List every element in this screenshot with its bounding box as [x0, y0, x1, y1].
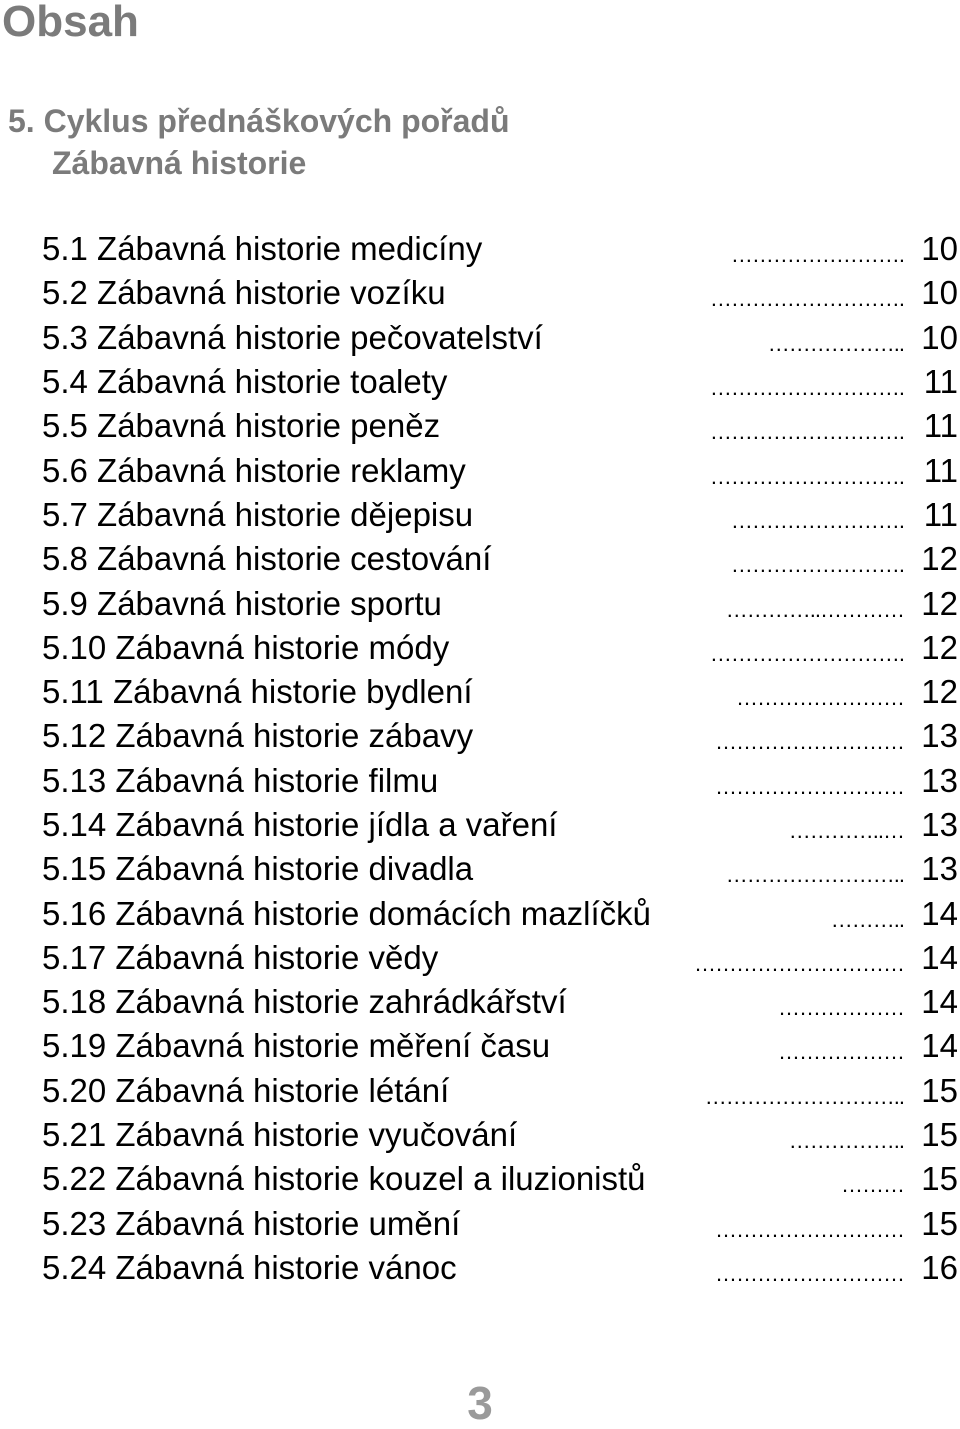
- toc-entry-page: 14: [921, 983, 958, 1021]
- toc-entry-label: 5.6 Zábavná historie reklamy: [42, 451, 466, 489]
- toc-entry-page: 15: [921, 1071, 958, 1109]
- toc-entry-label: 5.19 Zábavná historie měření času: [42, 1027, 551, 1065]
- toc-entry-label: 5.7 Zábavná historie dějepisu: [42, 495, 474, 533]
- toc-entry-leader: ……………………….: [709, 286, 904, 312]
- toc-entry-leader: ………………………..: [704, 1083, 904, 1109]
- toc-entry[interactable]: [42, 316, 958, 360]
- toc-entry-leader: ………………………: [715, 1216, 904, 1242]
- toc-entry-leader: ………………: [778, 995, 904, 1021]
- toc-entry-label: 5.12 Zábavná historie zábavy: [42, 717, 474, 755]
- toc-entry-leader: ………………………: [715, 1260, 904, 1286]
- toc-entry-page: 10: [921, 318, 958, 356]
- toc-entry-leader: ……………..: [788, 1128, 904, 1154]
- toc-entry-page: 12: [921, 584, 958, 622]
- toc-entry-page: 14: [921, 1027, 958, 1065]
- toc-entry-leader: ………………..: [767, 330, 904, 356]
- toc-entry-label: 5.18 Zábavná historie zahrádkářství: [42, 983, 567, 1021]
- toc-entry[interactable]: [42, 759, 958, 803]
- toc-entry[interactable]: [42, 847, 958, 891]
- toc-entry[interactable]: [42, 1024, 958, 1068]
- page-title: Obsah: [2, 0, 139, 46]
- toc-entry-page: 14: [921, 938, 958, 976]
- toc-entry-label: 5.10 Zábavná historie módy: [42, 628, 450, 666]
- toc-entry-leader: ………: [841, 1172, 904, 1198]
- toc-entry[interactable]: [42, 1113, 958, 1157]
- toc-entry-label: 5.14 Zábavná historie jídla a vaření: [42, 806, 558, 843]
- toc-entry-label: 5.3 Zábavná historie pečovatelství: [42, 318, 543, 356]
- toc-entry-page: 12: [921, 540, 958, 578]
- toc-entry-label: 5.21 Zábavná historie vyučování: [42, 1116, 518, 1154]
- toc-entry-leader: ………………: [778, 1039, 904, 1065]
- toc-entry-label: 5.5 Zábavná historie peněz: [42, 407, 441, 445]
- toc-entry[interactable]: [42, 714, 958, 758]
- toc-entry-leader: ……………………….: [709, 640, 904, 666]
- toc-entry-page: 15: [921, 1116, 958, 1154]
- toc-entry-page: 12: [921, 628, 958, 666]
- toc-entry-label: 5.13 Zábavná historie filmu: [42, 761, 439, 799]
- toc-entry[interactable]: [42, 581, 958, 625]
- toc-entry-page: 15: [921, 1204, 958, 1242]
- toc-entry-page: 11: [923, 363, 958, 401]
- toc-entry-page: 11: [923, 451, 958, 489]
- toc-entry-leader: ……………………….: [709, 419, 904, 445]
- toc-entry[interactable]: [42, 670, 958, 714]
- section-subheading: Zábavná historie: [52, 145, 307, 181]
- page-number: 3: [467, 1377, 493, 1429]
- toc-entry-leader: ………..: [830, 906, 904, 932]
- toc-entry[interactable]: [42, 493, 958, 537]
- toc-entry[interactable]: [42, 1246, 958, 1290]
- toc-entry-page: 10: [921, 230, 958, 268]
- toc-entry-page: 11: [923, 407, 958, 445]
- toc-entry[interactable]: [42, 803, 958, 847]
- toc-entry-page: 13: [921, 761, 958, 799]
- section-heading-block: [8, 100, 510, 184]
- toc-entry-page: 15: [921, 1160, 958, 1198]
- toc-entry-leader: …………………….: [730, 242, 904, 268]
- toc-entry[interactable]: [42, 404, 958, 448]
- toc-entry-leader: …………………………: [694, 950, 904, 976]
- toc-entry-label: 5.11 Zábavná historie bydlení: [42, 673, 473, 711]
- toc-entry[interactable]: [42, 1069, 958, 1113]
- toc-entry[interactable]: [42, 980, 958, 1024]
- toc-entry-page: 16: [921, 1248, 958, 1286]
- table-of-contents: [42, 227, 958, 1290]
- toc-entry-leader: ……………………….: [709, 375, 904, 401]
- toc-entry[interactable]: [42, 626, 958, 670]
- toc-entry-label: 5.17 Zábavná historie vědy: [42, 938, 439, 976]
- toc-entry-label: 5.24 Zábavná historie vánoc: [42, 1248, 457, 1286]
- toc-entry-label: 5.20 Zábavná historie létání: [42, 1071, 450, 1109]
- toc-entry-leader: …………..…………: [725, 596, 904, 622]
- toc-entry-leader: …………………….: [730, 552, 904, 578]
- toc-entry-leader: ……………………….: [709, 463, 904, 489]
- toc-entry-page: 13: [921, 717, 958, 755]
- toc-entry-leader: ……………………: [736, 685, 904, 711]
- toc-entry-page: 13: [921, 806, 958, 843]
- toc-entry[interactable]: [42, 360, 958, 404]
- toc-entry-page: 11: [923, 495, 958, 533]
- toc-entry[interactable]: [42, 1157, 958, 1201]
- toc-entry-leader: …………..…: [788, 818, 904, 843]
- toc-entry-leader: ……………………..: [725, 862, 904, 888]
- toc-entry-label: 5.15 Zábavná historie divadla: [42, 850, 474, 888]
- toc-entry-page: 10: [921, 274, 958, 312]
- toc-entry[interactable]: [42, 891, 958, 935]
- toc-entry[interactable]: [42, 537, 958, 581]
- toc-entry-label: 5.9 Zábavná historie sportu: [42, 584, 442, 622]
- toc-entry[interactable]: [42, 936, 958, 980]
- toc-entry[interactable]: [42, 271, 958, 315]
- toc-entry-label: 5.2 Zábavná historie vozíku: [42, 274, 446, 312]
- toc-entry-leader: ………………………: [715, 773, 904, 799]
- toc-entry[interactable]: [42, 1202, 958, 1246]
- toc-entry-label: 5.8 Zábavná historie cestování: [42, 540, 492, 578]
- toc-entry-label: 5.23 Zábavná historie umění: [42, 1204, 461, 1242]
- toc-entry-page: 13: [921, 850, 958, 888]
- section-heading: 5. Cyklus přednáškových pořadů: [8, 103, 510, 139]
- toc-entry-label: 5.22 Zábavná historie kouzel a iluzionistů: [42, 1160, 646, 1198]
- toc-entry-leader: ………………………: [715, 729, 904, 755]
- toc-entry[interactable]: [42, 448, 958, 492]
- toc-entry-leader: …………………….: [730, 507, 904, 533]
- toc-entry-page: 14: [921, 894, 958, 932]
- toc-entry-label: 5.1 Zábavná historie medicíny: [42, 230, 483, 268]
- toc-entry[interactable]: [42, 227, 958, 271]
- toc-entry-label: 5.16 Zábavná historie domácích mazlíčků: [42, 894, 651, 932]
- toc-entry-label: 5.4 Zábavná historie toalety: [42, 363, 448, 401]
- toc-entry-page: 12: [921, 673, 958, 711]
